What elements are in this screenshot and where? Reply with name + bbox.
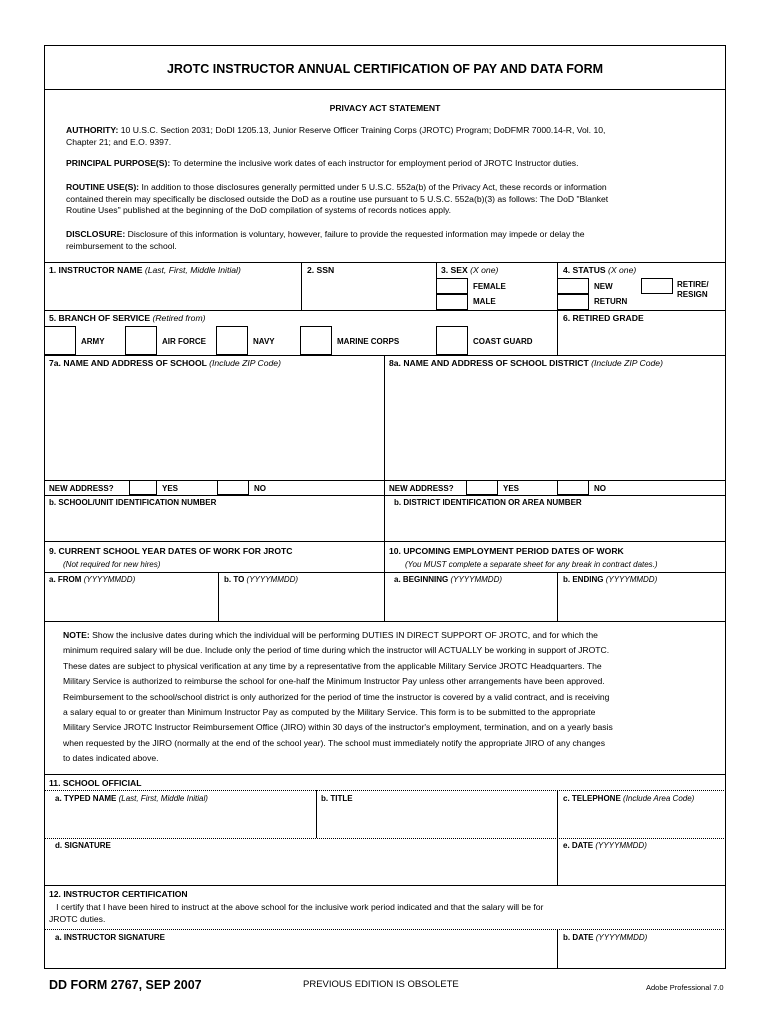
instructor-signature-input[interactable]: [55, 945, 553, 967]
divider: [44, 838, 726, 839]
ending-date-input[interactable]: [563, 587, 721, 619]
male-checkbox[interactable]: [436, 294, 468, 310]
form-title: JROTC INSTRUCTOR ANNUAL CERTIFICATION OF PAY AND DATA FORM: [166, 62, 604, 76]
coast-guard-checkbox[interactable]: [436, 326, 468, 355]
instructor-certification-label: 12. INSTRUCTOR CERTIFICATION: [49, 889, 188, 899]
divider: [44, 774, 726, 775]
retired-grade-input[interactable]: [563, 326, 721, 353]
status-label: 4. STATUS (X one): [563, 265, 637, 275]
retire-label: RETIRE/ RESIGN: [677, 280, 709, 299]
routine-text: ROUTINE USE(S): In addition to those disclosures generally permitted under 5 U.S.C. 552a(b) of the Privacy Act, these records or information contained therein may specifically be disclosed outside the DoD as a routine use pursuant to 5 U.S.C. 552a(b)(3) as follows: The DoD "Blanket Routine Uses" published at the beginning of the DoD compilation of systems of records notices apply.: [66, 182, 609, 215]
privacy-heading: PRIVACY ACT STATEMENT: [329, 103, 441, 113]
ending-date-label: b. ENDING (YYYYMMDD): [563, 575, 658, 584]
school-address-label: 7a. NAME AND ADDRESS OF SCHOOL (Include ZIP Code): [49, 358, 281, 368]
signature-label: d. SIGNATURE: [55, 841, 111, 850]
school-new-address-no-checkbox[interactable]: [217, 480, 249, 495]
school-new-address-yes-checkbox[interactable]: [129, 480, 157, 495]
divider: [557, 572, 558, 621]
signature-input[interactable]: [55, 853, 553, 883]
divider: [44, 89, 726, 90]
retired-grade-label: 6. RETIRED GRADE: [563, 313, 644, 323]
divider: [301, 262, 302, 310]
certification-text: I certify that I have been hired to instruct at the above school for the inclusive work period indicated and that the salary will be for JROTC duties.: [49, 902, 544, 924]
army-label: ARMY: [81, 337, 105, 346]
district-id-label: b. DISTRICT IDENTIFICATION OR AREA NUMBER: [394, 498, 582, 507]
divider: [557, 310, 558, 355]
edition-notice: PREVIOUS EDITION IS OBSOLETE: [303, 979, 459, 990]
school-address-input[interactable]: [49, 372, 379, 477]
title-label: b. TITLE: [321, 794, 353, 803]
yes-label: YES: [162, 484, 179, 493]
to-date-input[interactable]: [224, 587, 379, 619]
upcoming-dates-hint: (You MUST complete a separate sheet for any break in contract dates.): [405, 560, 658, 569]
female-label: FEMALE: [473, 282, 506, 291]
divider: [218, 572, 219, 621]
typed-name-input[interactable]: [55, 806, 311, 836]
official-date-label: e. DATE (YYYYMMDD): [563, 841, 647, 850]
current-dates-hint: (Not required for new hires): [63, 560, 161, 569]
new-checkbox[interactable]: [557, 278, 589, 294]
school-id-label: b. SCHOOL/UNIT IDENTIFICATION NUMBER: [49, 498, 217, 507]
title-input[interactable]: [321, 806, 553, 836]
divider: [44, 495, 726, 496]
marine-corps-checkbox[interactable]: [300, 326, 332, 355]
disclosure-text: DISCLOSURE: Disclosure of this information is voluntary, however, failure to provide the requested information may impede or delay the reimbursement to the school.: [66, 229, 585, 251]
divider: [557, 929, 558, 969]
upcoming-dates-label: 10. UPCOMING EMPLOYMENT PERIOD DATES OF WORK: [389, 546, 624, 556]
divider: [384, 355, 385, 541]
retire-checkbox[interactable]: [641, 278, 673, 294]
no-label: NO: [254, 484, 266, 493]
district-new-address-label: NEW ADDRESS?: [389, 484, 454, 493]
new-label: NEW: [594, 282, 613, 291]
instructor-date-label: b. DATE (YYYYMMDD): [563, 933, 648, 942]
divider: [44, 310, 726, 311]
return-checkbox[interactable]: [557, 294, 589, 310]
current-dates-label: 9. CURRENT SCHOOL YEAR DATES OF WORK FOR JROTC: [49, 546, 293, 556]
air-force-label: AIR FORCE: [162, 337, 206, 346]
navy-label: NAVY: [253, 337, 275, 346]
divider: [384, 541, 385, 621]
instructor-signature-label: a. INSTRUCTOR SIGNATURE: [55, 933, 165, 942]
authority-text: AUTHORITY: 10 U.S.C. Section 2031; DoDI 1205.13, Junior Reserve Officer Training Corps (JROTC) Program; DoDFMR 7000.14-R, Vol. 10, Chapter 21; and E.O. 9397.: [66, 125, 606, 147]
to-date-label: b. TO (YYYYMMDD): [224, 575, 299, 584]
divider: [44, 885, 726, 886]
branch-label: 5. BRANCH OF SERVICE (Retired from): [49, 313, 206, 323]
female-checkbox[interactable]: [436, 278, 468, 294]
yes-label: YES: [503, 484, 520, 493]
district-new-address-no-checkbox[interactable]: [557, 480, 589, 495]
instructor-name-label: 1. INSTRUCTOR NAME (Last, First, Middle Initial): [49, 265, 241, 275]
divider: [44, 262, 726, 263]
beginning-date-input[interactable]: [394, 587, 552, 619]
divider: [44, 541, 726, 542]
district-id-input[interactable]: [394, 510, 721, 538]
purpose-text: PRINCIPAL PURPOSE(S): To determine the inclusive work dates of each instructor for employment period of JROTC Instructor duties.: [66, 158, 579, 168]
typed-name-label: a. TYPED NAME (Last, First, Middle Initial): [55, 794, 208, 803]
beginning-date-label: a. BEGINNING (YYYYMMDD): [394, 575, 503, 584]
telephone-input[interactable]: [563, 806, 721, 836]
coast-guard-label: COAST GUARD: [473, 337, 533, 346]
ssn-input[interactable]: [307, 278, 432, 308]
from-date-label: a. FROM (YYYYMMDD): [49, 575, 136, 584]
ssn-label: 2. SSN: [307, 265, 335, 275]
return-label: RETURN: [594, 297, 628, 306]
form-id: DD FORM 2767, SEP 2007: [49, 978, 202, 992]
software-notice: Adobe Professional 7.0: [646, 983, 724, 992]
official-date-input[interactable]: [563, 853, 721, 883]
sex-label: 3. SEX (X one): [441, 265, 499, 275]
instructor-name-input[interactable]: [49, 278, 297, 308]
divider: [44, 929, 726, 930]
divider: [44, 621, 726, 622]
school-id-input[interactable]: [49, 510, 379, 538]
marine-corps-label: MARINE CORPS: [337, 337, 400, 346]
note-text: NOTE: Show the inclusive dates during which the individual will be performing DUTIES IN DIRECT SUPPORT OF JROTC, and for which the minimum required salary will be due. Include only the period of time during which the instructor will ACTUALLY be working in support of JROTC. These dates are subject to physical verification at any time by a representative from the applicable Military Service JROTC Headquarters. The Military Service is authorized to reimburse the school for one-half the Minimum Instructor Pay unless other arrangements have been approved. Reimbursement to the school/school district is only authorized for the period of time the instructor is covered by a valid contract, and is receiving a salary equal to or greater than Minimum Instructor Pay as computed by the Military Service. This form is to be submitted to the appropriate Military Service JROTC Instructor Reimbursement Office (JIRO) within 30 days of the instructor's employment, termination, and on a yearly basis when requested by the JIRO (normally at the end of the school year). The school must immediately notify the appropriate JIRO of any changes to dates indicated above.: [63, 630, 613, 764]
divider: [44, 790, 726, 791]
telephone-label: c. TELEPHONE (Include Area Code): [563, 794, 695, 803]
district-address-label: 8a. NAME AND ADDRESS OF SCHOOL DISTRICT (Include ZIP Code): [389, 358, 663, 368]
from-date-input[interactable]: [49, 587, 214, 619]
divider: [44, 355, 726, 356]
divider: [316, 790, 317, 838]
district-new-address-yes-checkbox[interactable]: [466, 480, 498, 495]
divider: [44, 572, 726, 573]
army-checkbox[interactable]: [44, 326, 76, 355]
navy-checkbox[interactable]: [216, 326, 248, 355]
instructor-date-input[interactable]: [563, 945, 721, 967]
school-new-address-label: NEW ADDRESS?: [49, 484, 114, 493]
district-address-input[interactable]: [389, 372, 721, 477]
school-official-label: 11. SCHOOL OFFICIAL: [49, 778, 142, 788]
air-force-checkbox[interactable]: [125, 326, 157, 355]
male-label: MALE: [473, 297, 496, 306]
no-label: NO: [594, 484, 606, 493]
